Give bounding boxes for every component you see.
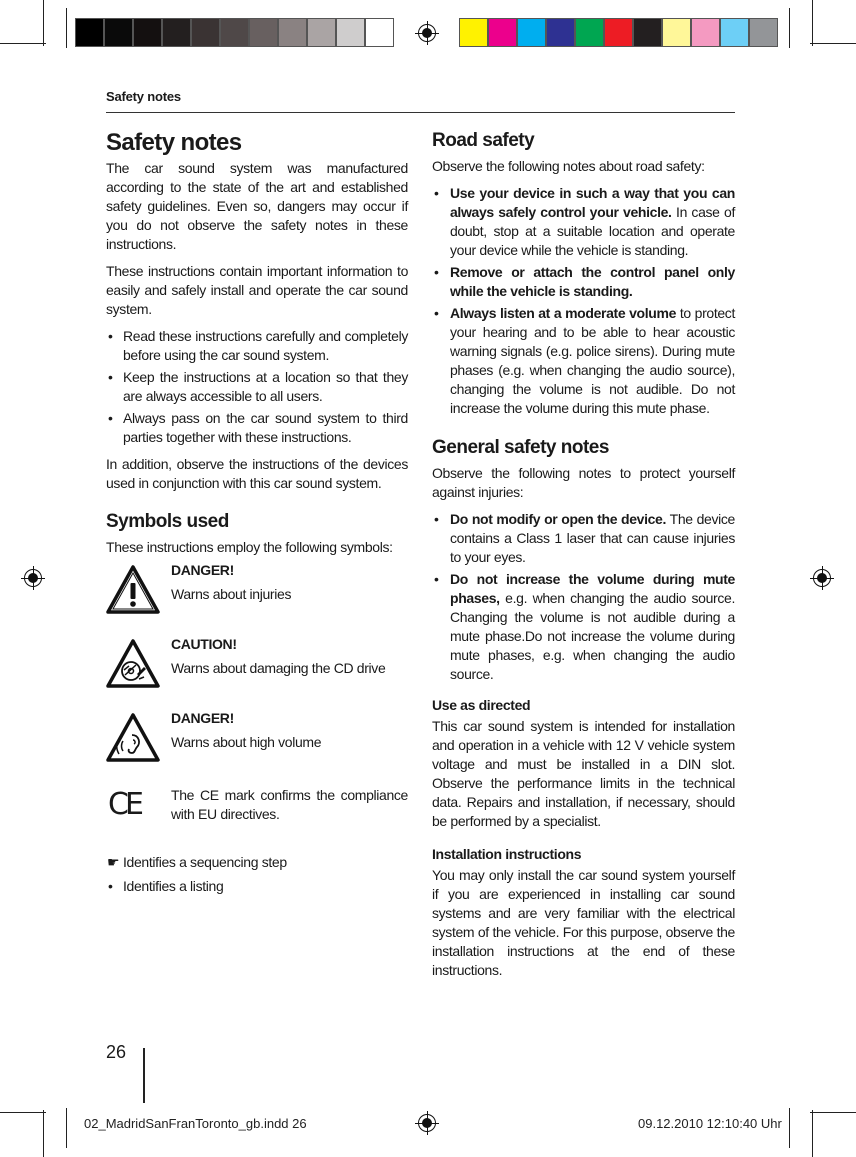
registration-mark-icon [415,21,439,45]
right-column [432,128,735,988]
list-item: • Read these instructions carefully and completely before using the car sound system. [106,327,408,365]
gray-swatch [220,18,249,47]
page-title: Safety notes [106,129,242,156]
road-safety-intro: Observe the following notes about road safety: [432,158,705,174]
slug-filename: 02_MadridSanFranToronto_gb.indd 26 [84,1116,307,1131]
registration-mark-icon [810,566,834,590]
list-item: • Do not increase the volume during mute phases, e.g. when changing the audio source. Changing the volume is not audible during a mute phase.Do not increase the volume during mute phases, e.g. when changing the audio source. [432,570,735,684]
list-item: • Keep the instructions at a location so that they are always accessible to all users. [106,368,408,406]
left-column [106,128,408,896]
general-safety-intro: Observe the following notes to protect yourself against injuries: [432,465,735,500]
use-as-directed-heading: Use as directed [432,697,531,713]
list-item: • Do not modify or open the device. The device contains a Class 1 laser that can cause injuries to your eyes. [432,510,735,567]
gray-swatch [336,18,365,47]
symbol-title: CAUTION! [171,636,237,652]
cd-caution-icon [106,639,160,689]
ce-mark-icon: CE [108,787,140,822]
purpose-paragraph: These instructions contain important information to easily and safely install and operate the car sound system. [106,263,408,317]
installation-text: You may only install the car sound system yourself if you are experienced in installing car sound systems and are very familiar with the electrical system of the vehicle. For this purpose, observe the installation instructions at the end of these instructions. [432,867,735,978]
color-swatch [720,18,749,47]
warning-triangle-icon [106,565,160,615]
color-swatch [749,18,778,47]
symbol-caution-cd [106,635,408,709]
listing-text: Identifies a listing [123,878,224,894]
addition-paragraph: In addition, observe the instructions of the devices used in conjunction with this car sound system. [106,456,408,491]
color-swatch [488,18,517,47]
step-text: Identifies a sequencing step [123,854,287,870]
gray-swatch [249,18,278,47]
color-swatch [633,18,662,47]
use-as-directed-text: This car sound system is intended for installation and operation in a vehicle with 12 V vehicle system voltage and must be installed in a DIN slot. Observe the performance limits in the technical data. Repairs and installation, if necessary, should be performed by a specialist. [432,718,735,829]
symbols-intro: These instructions employ the following symbols: [106,539,393,555]
gray-swatch [133,18,162,47]
list-item: • Always listen at a moderate volume to protect your hearing and to be able to hear acoustic warning signals (e.g. police sirens). During mute phases (e.g. when changing the audio source), changing the volume is not audible. Do not increase the volume during this mute phase. [432,304,735,418]
color-swatch [459,18,488,47]
running-head: Safety notes [106,89,181,104]
color-swatch [517,18,546,47]
header-rule [106,112,735,113]
installation-heading: Installation instructions [432,846,582,862]
gray-swatch [75,18,104,47]
general-safety-heading: General safety notes [432,437,609,458]
gray-swatch [191,18,220,47]
registration-mark-icon [415,1111,439,1135]
page-number: 26 [106,1042,127,1062]
symbol-title: DANGER! [171,562,234,578]
intro-paragraph: The car sound system was manufactured according to the state of the art and established safety guidelines. Even so, dangers may occur if you do not observe the safety notes in these instructions. [106,160,408,252]
gray-swatch [104,18,133,47]
list-item: • Use your device in such a way that you can always safely control your vehicle. In case of doubt, stop at a suitable location and operate your device while the vehicle is standing. [432,184,735,260]
color-swatch [604,18,633,47]
list-item: • Always pass on the car sound system to third parties together with these instructions. [106,409,408,447]
gray-swatch [162,18,191,47]
step-symbol-row [106,853,408,872]
color-swatch [575,18,604,47]
gray-swatch [307,18,336,47]
general-safety-list [432,510,735,684]
symbol-danger-volume [106,709,408,783]
ce-text: The CE mark confirms the compliance with EU directives. [171,787,408,822]
symbol-text: Warns about injuries [171,586,292,602]
page-number-rule [143,1048,145,1103]
symbols-heading: Symbols used [106,511,229,532]
listing-symbol-row [106,877,408,896]
color-swatch [546,18,575,47]
symbol-text: Warns about high volume [171,734,322,750]
symbol-title: DANGER! [171,710,234,726]
pointing-hand-icon: ☛ [107,854,120,870]
list-item: • Remove or attach the control panel only while the vehicle is standing. [432,263,735,301]
registration-mark-icon [21,566,45,590]
symbol-text: Warns about damaging the CD drive [171,660,386,676]
road-safety-heading: Road safety [432,130,535,151]
gray-swatch [278,18,307,47]
high-volume-icon [106,713,160,763]
slug-timestamp: 09.12.2010 12:10:40 Uhr [638,1116,782,1131]
symbol-danger-injuries [106,561,408,635]
instruction-list [106,327,408,447]
gray-swatch [365,18,394,47]
symbol-ce [106,783,408,853]
road-safety-list [432,184,735,418]
color-swatch [691,18,720,47]
color-swatch [662,18,691,47]
